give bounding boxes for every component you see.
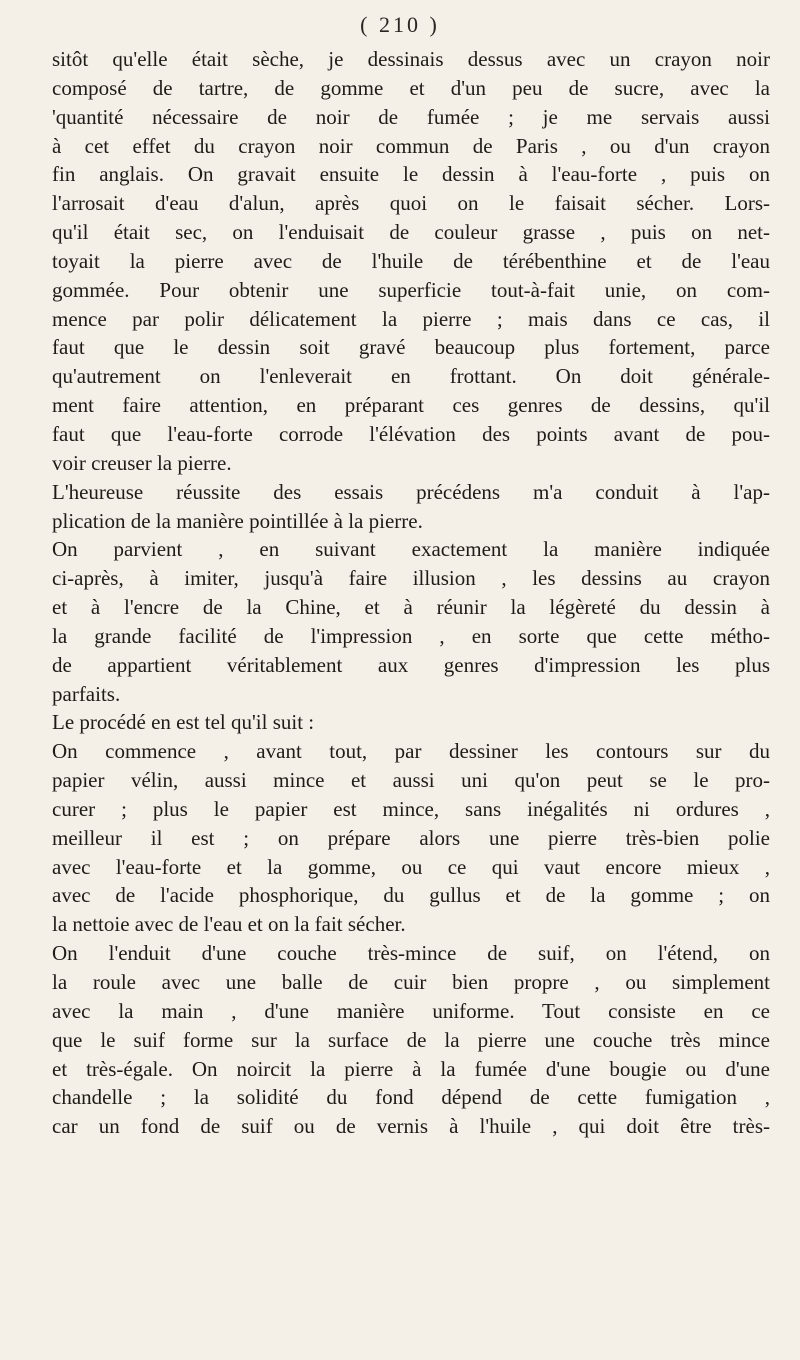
text-line: curer ; plus le papier est mince, sans inégalités ni ordures , [52, 796, 770, 821]
text-line: toyait la pierre avec de l'huile de térébenthine et de l'eau [52, 248, 770, 273]
text-line: que le suif forme sur la surface de la pierre une couche très mince [52, 1027, 770, 1052]
text-line: la roule avec une balle de cuir bien propre , ou simplement [52, 970, 770, 994]
text-line: la grande facilité de l'impression , en sorte que cette métho- [52, 623, 770, 648]
text-line: On parvient , en suivant exactement la manière indiquée [52, 537, 770, 562]
text-line: On l'enduit d'une couche très-mince de suif, on l'étend, on [52, 941, 770, 966]
text-line: car un fond de suif ou de vernis à l'huile , qui doit être très- [52, 1114, 770, 1139]
page-number: ( 210 ) [360, 12, 440, 37]
text-line: l'arrosait d'eau d'alun, après quoi on le faisait sécher. Lors- [52, 191, 770, 216]
text-line: On commence , avant tout, par dessiner les contours sur du [52, 739, 770, 764]
text-line: papier vélin, aussi mince et aussi uni qu'on peut se le pro- [52, 768, 770, 793]
text-line: qu'il était sec, on l'enduisait de couleur grasse , puis on net- [52, 220, 770, 245]
text-line: avec l'eau-forte et la gomme, ou ce qui vaut encore mieux , [52, 854, 770, 879]
text-line: meilleur il est ; on prépare alors une pierre très-bien polie [52, 825, 770, 850]
text-line: fin anglais. On gravait ensuite le dessin à l'eau-forte , puis on [52, 162, 770, 187]
text-line: et très-égale. On noircit la pierre à la fumée d'une bougie ou d'une [52, 1056, 770, 1081]
text-line: à cet effet du crayon noir commun de Paris , ou d'un crayon [52, 133, 770, 158]
text-line: parfaits. [52, 681, 121, 706]
text-line: de appartient véritablement aux genres d'impression les plus [52, 652, 770, 677]
text-line: plication de la manière pointillée à la pierre. [52, 508, 423, 533]
text-line: sitôt qu'elle était sèche, je dessinais dessus avec un crayon noir [52, 47, 770, 71]
text-line: faut que le dessin soit gravé beaucoup plus fortement, parce [52, 335, 770, 360]
text-line: la nettoie avec de l'eau et on la fait sécher. [52, 912, 406, 937]
text-line: et à l'encre de la Chine, et à réunir la légèreté du dessin à [52, 595, 770, 620]
text-line: 'quantité nécessaire de noir de fumée ; je me servais aussi [52, 104, 770, 129]
text-line: avec la main , d'une manière uniforme. Tout consiste en ce [52, 998, 770, 1023]
page-text [52, 45, 770, 1141]
text-line: ci-après, à imiter, jusqu'à faire illusion , les dessins au crayon [52, 566, 770, 591]
text-line: ment faire attention, en préparant ces genres de dessins, qu'il [52, 393, 770, 418]
text-line: voir creuser la pierre. [52, 450, 232, 475]
text-line: Le procédé en est tel qu'il suit : [52, 710, 315, 735]
text-line: gommée. Pour obtenir une superficie tout-à-fait unie, on com- [52, 277, 770, 302]
text-line: L'heureuse réussite des essais précédens m'a conduit à l'ap- [52, 479, 770, 504]
text-line: composé de tartre, de gomme et d'un peu de sucre, avec la [52, 75, 770, 100]
text-line: qu'autrement on l'enleverait en frottant. On doit générale- [52, 364, 770, 389]
text-line: faut que l'eau-forte corrode l'élévation des points avant de pou- [52, 421, 770, 446]
text-line: avec de l'acide phosphorique, du gullus et de la gomme ; on [52, 883, 770, 908]
text-line: mence par polir délicatement la pierre ; mais dans ce cas, il [52, 306, 770, 331]
text-line: chandelle ; la solidité du fond dépend de cette fumigation , [52, 1085, 770, 1110]
